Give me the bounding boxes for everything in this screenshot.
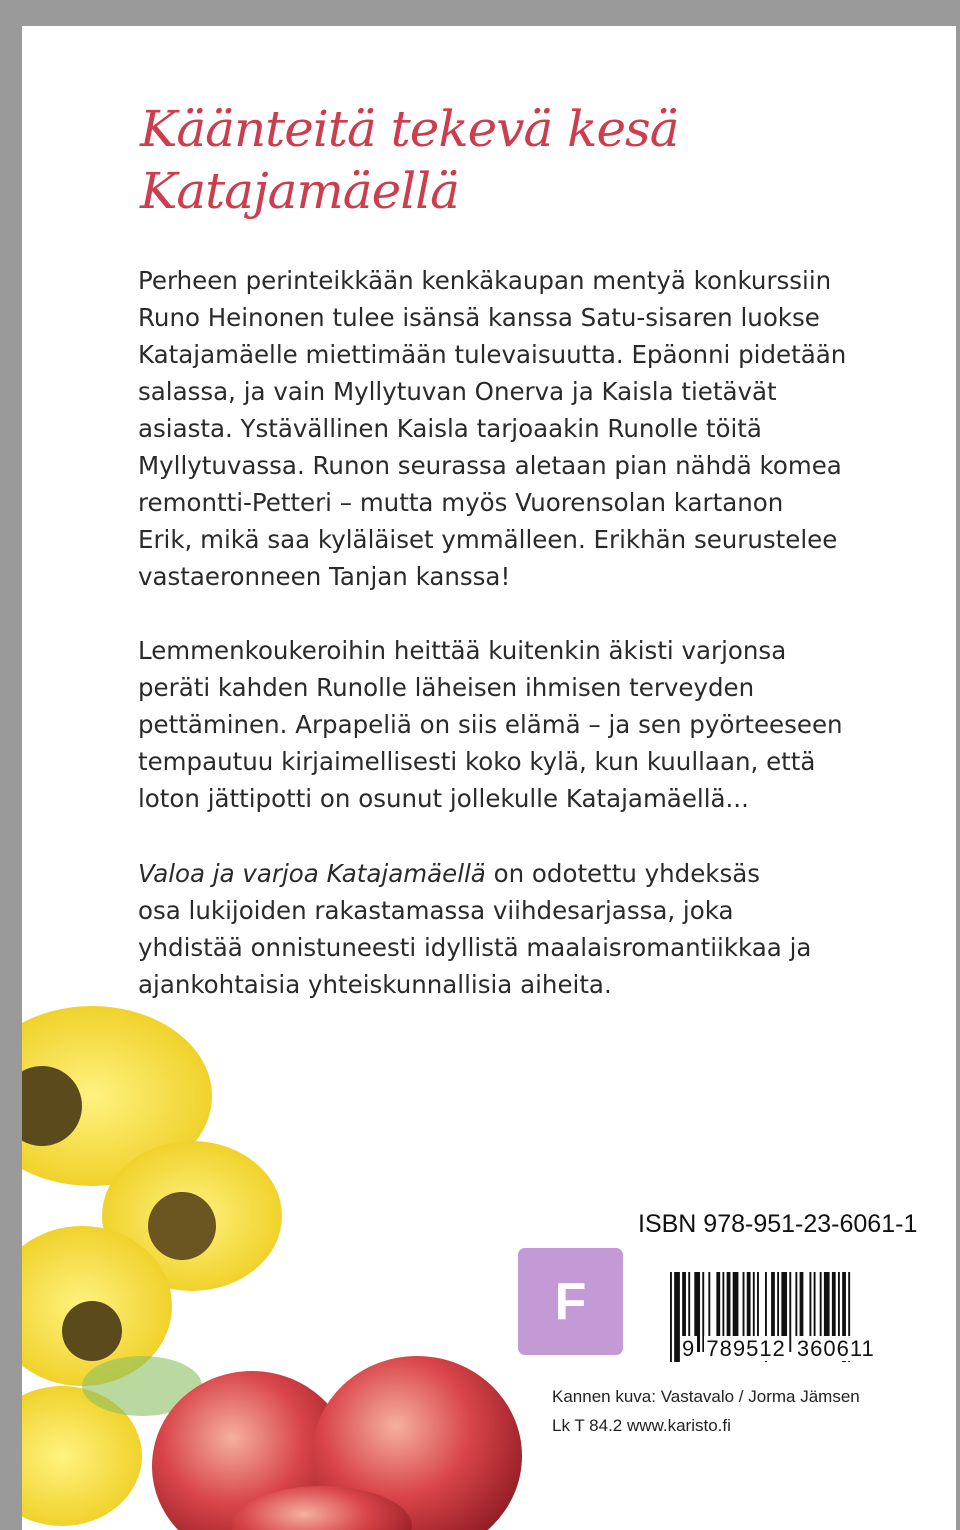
blurb-paragraph-1 <box>138 262 846 595</box>
text-line: pettäminen. Arpapeliä on siis elämä – ja sen pyörteeseen <box>138 710 843 739</box>
text-line: asiasta. Ystävällinen Kaisla tarjoaakin Runolle töitä <box>138 414 762 443</box>
title-line-2: Katajamäellä <box>140 162 459 220</box>
isbn-number: ISBN 978-951-23-6061-1 <box>638 1210 918 1238</box>
series-title: Valoa ja varjoa Katajamäellä <box>138 859 486 888</box>
text-line: Lemmenkoukeroihin heittää kuitenkin äkisti varjonsa <box>138 636 787 665</box>
text-line: Runo Heinonen tulee isänsä kanssa Satu-sisaren luokse <box>138 303 820 332</box>
barcode-bar <box>670 1272 672 1362</box>
barcode-digits <box>680 1336 877 1362</box>
title-line-1: Käänteitä tekevä kesä <box>140 100 679 158</box>
barcode-digits-group-1: 789512 <box>706 1336 786 1361</box>
text-line: tempautuu kirjaimellisesti koko kylä, kun kuullaan, että <box>138 747 816 776</box>
category-badge: F <box>518 1248 623 1355</box>
text-line: peräti kahden Runolle läheisen ihmisen terveyden <box>138 673 755 702</box>
text-line: Myllytuvassa. Runon seurassa aletaan pian nähdä komea <box>138 451 842 480</box>
barcode-digit-first: 9 <box>682 1336 696 1361</box>
text-line: ajankohtaisia yhteiskunnallisia aiheita. <box>138 970 612 999</box>
blurb-paragraph-2 <box>138 632 843 817</box>
book-back-cover <box>22 26 956 1530</box>
text-line: Katajamäelle miettimään tulevaisuutta. Epäonni pidetään <box>138 340 847 369</box>
text-line: osa lukijoiden rakastamassa viihdesarjassa, joka <box>138 896 734 925</box>
text-line: Erik, mikä saa kyläläiset ymmälleen. Erikhän seurustelee <box>138 525 838 554</box>
text-line: on odotettu yhdeksäs <box>485 859 761 888</box>
text-line: Perheen perinteikkään kenkäkaupan mentyä konkurssiin <box>138 266 832 295</box>
text-line: vastaeronneen Tanjan kanssa! <box>138 562 511 591</box>
text-line: yhdistää onnistuneesti idyllistä maalaisromantiikkaa ja <box>138 933 812 962</box>
barcode-digits-group-2: 360611 <box>796 1336 875 1361</box>
text-line: salassa, ja vain Myllytuvan Onerva ja Kaisla tietävät <box>138 377 777 406</box>
blurb-paragraph-3 <box>138 855 811 1003</box>
text-line: remontti-Petteri – mutta myös Vuorensolan kartanon <box>138 488 784 517</box>
classification-and-url: Lk T 84.2 www.karisto.fi <box>552 1416 731 1435</box>
photo-credit: Kannen kuva: Vastavalo / Jorma Jämsen <box>552 1387 860 1406</box>
cover-credits <box>552 1382 860 1440</box>
sunflowers-and-apples-illustration <box>22 986 542 1530</box>
text-line: loton jättipotti on osunut jollekulle Katajamäellä... <box>138 784 749 813</box>
